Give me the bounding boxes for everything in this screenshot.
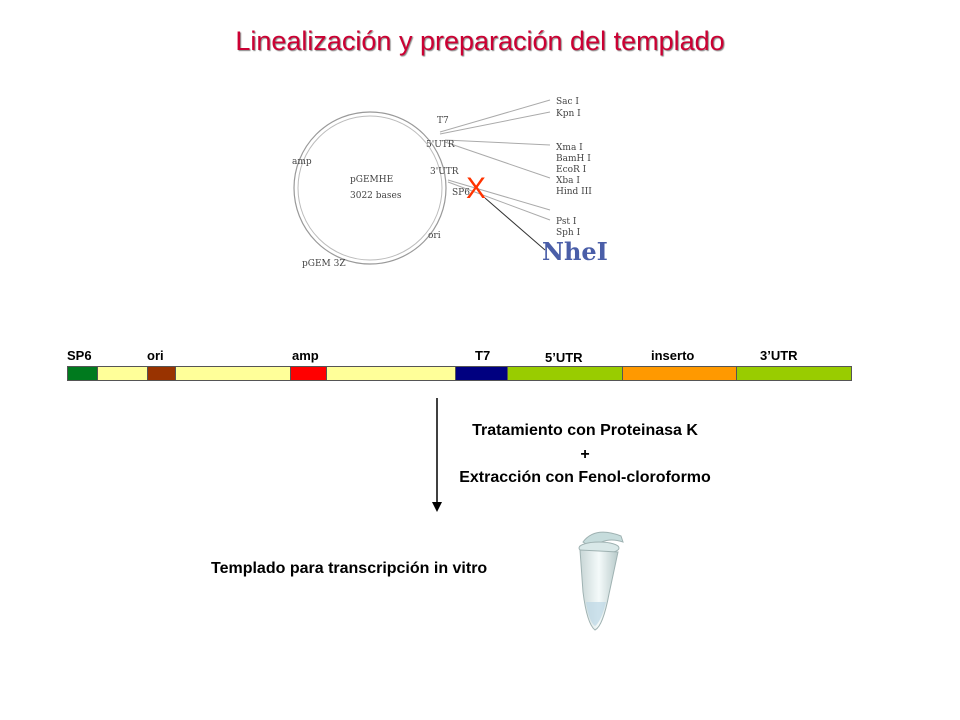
site-mid-2: BamH I <box>556 154 591 164</box>
segment-t7 <box>455 366 508 381</box>
segment-5utr <box>507 366 623 381</box>
map-label-ori: ori <box>147 348 164 363</box>
site-mid-5: Hind III <box>556 187 592 197</box>
segment-inserto <box>622 366 737 381</box>
plasmid-circle-inner <box>298 116 442 260</box>
plasmid-name: pGEMHE <box>350 175 394 185</box>
segment-amp <box>290 366 327 381</box>
page-title: Linealización y preparación del templado <box>235 26 725 56</box>
site-mid-3: EcoR I <box>556 165 587 175</box>
plasmid-size: 3022 bases <box>350 191 402 201</box>
treatment-line-2: Extracción con Fenol-cloroformo <box>459 469 711 486</box>
site-mid-1: Xma I <box>556 143 583 153</box>
cut-mark: X <box>466 172 487 205</box>
segment-backbone-3 <box>326 366 456 381</box>
site-bottom-2: Sph I <box>556 228 581 238</box>
enzyme-label-nhei: NheI <box>542 237 608 266</box>
map-label-sp6: SP6 <box>67 348 92 363</box>
plasmid-label-5utr: 5'UTR <box>426 140 455 150</box>
map-label-amp: amp <box>292 348 319 363</box>
map-label-5utr: 5’UTR <box>545 350 583 365</box>
plasmid-label-3utr: 3'UTR <box>430 167 459 177</box>
site-mid-4: Xba I <box>556 176 580 186</box>
site-bottom-1: Pst I <box>556 217 577 227</box>
plasmid-label-t7: T7 <box>437 116 449 126</box>
map-label-3utr: 3’UTR <box>760 348 798 363</box>
plasmid-circle-outer <box>294 112 446 264</box>
plasmid-label-amp: amp <box>292 157 312 167</box>
treatment-plus: + <box>580 446 590 463</box>
template-label: Templado para transcripción in vitro <box>211 560 488 577</box>
segment-ori <box>147 366 176 381</box>
map-label-t7: T7 <box>475 348 491 363</box>
plasmid-label-sp6: SP6 <box>452 188 470 198</box>
segment-backbone-1 <box>97 366 148 381</box>
plasmid-label-pgem: pGEM 3Z <box>302 259 346 269</box>
segment-3utr <box>736 366 852 381</box>
site-lines <box>440 100 550 220</box>
segment-sp6 <box>67 366 98 381</box>
plasmid-label-ori: ori <box>428 231 441 241</box>
site-top-1: Sac I <box>556 97 579 107</box>
site-top-2: Kpn I <box>556 109 581 119</box>
segment-backbone-2 <box>175 366 291 381</box>
plasmid-map <box>280 90 640 280</box>
microtube-icon <box>565 522 635 637</box>
treatment-line-1: Tratamiento con Proteinasa K <box>472 422 698 439</box>
map-label-inserto: inserto <box>651 348 695 363</box>
